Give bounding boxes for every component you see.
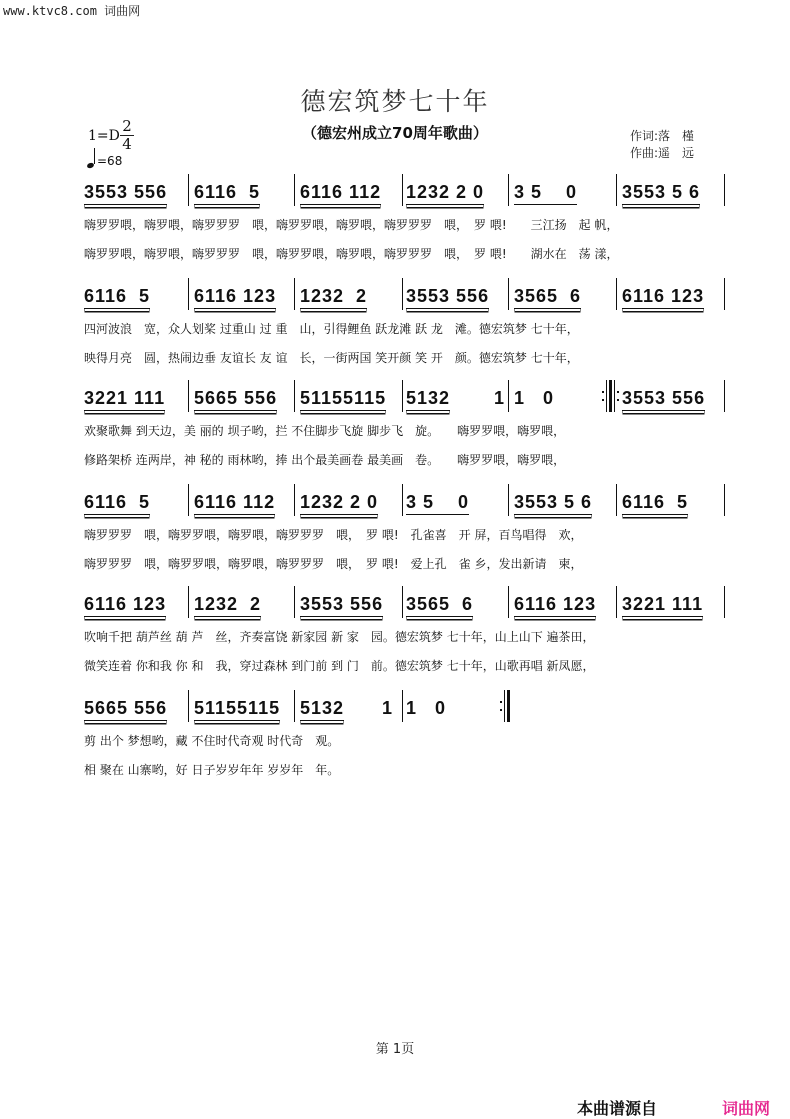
source-brand: 词曲网 <box>722 1099 771 1118</box>
barline <box>508 586 509 618</box>
measure: 1 <box>382 698 394 718</box>
barline <box>508 278 509 310</box>
barline <box>508 174 509 206</box>
time-denominator: 4 <box>122 135 132 153</box>
barline <box>188 586 189 618</box>
barline <box>402 586 403 618</box>
score-line-3 <box>84 378 724 467</box>
barline <box>616 174 617 206</box>
lyrics-verse-2: 嗨罗罗喂，嗨罗喂，嗨罗罗罗 喂，嗨罗罗喂，嗨罗喂，嗨罗罗罗 喂， 罗 喂! 湖水在 荡 漾， <box>84 247 619 261</box>
barline <box>294 484 295 516</box>
measure: 6116 123 <box>84 594 166 617</box>
measure: 6116 112 <box>194 492 275 515</box>
composer: 作曲:遥 远 <box>630 146 695 160</box>
lyrics-verse-2: 相 聚在 山寨哟，好 日子岁岁年年 岁岁年 年。 <box>84 763 340 777</box>
barline <box>508 484 509 516</box>
measure: 3553 556 <box>84 182 167 205</box>
measure: 1 <box>494 388 506 408</box>
barline <box>508 380 509 412</box>
barline <box>402 278 403 310</box>
barline <box>616 484 617 516</box>
measure: 1 0 <box>406 698 447 718</box>
barline <box>188 174 189 206</box>
measure: 51155115 <box>300 388 386 411</box>
barline <box>188 278 189 310</box>
lyrics-verse-2: 嗨罗罗罗 喂，嗨罗罗喂，嗨罗喂，嗨罗罗罗 喂， 罗 喂! 爱上孔 雀 乡，发出新请 柬， <box>84 557 583 571</box>
lyrics-verse-1: 四河波浪 宽，众人划桨 过重山 过 重 山，引得鲤鱼 跃龙滩 跃 龙 滩。德宏筑梦 七十年， <box>84 322 579 336</box>
source-label: 本曲谱源自 <box>577 1099 658 1118</box>
barline <box>724 380 725 412</box>
lyrics-verse-2: 微笑连着 你和我 你 和 我，穿过森林 到门前 到 门 前。德宏筑梦 七十年，山歌再唱 新凤愿， <box>84 659 595 673</box>
measure: 6116 123 <box>622 286 704 309</box>
barline <box>402 174 403 206</box>
measure: 3 5 0 <box>514 182 577 205</box>
score-line-4 <box>84 482 724 571</box>
page-number: 第 1页 <box>375 1042 415 1057</box>
barline <box>294 690 295 722</box>
score-line-2 <box>84 276 724 365</box>
barline <box>724 278 725 310</box>
measure: 5132 <box>406 388 450 411</box>
measure: 51155115 <box>194 698 280 721</box>
measure: 1232 2 0 <box>300 492 378 515</box>
barline <box>402 484 403 516</box>
measure: 1232 2 <box>194 594 261 617</box>
barline <box>402 380 403 412</box>
lyrics-verse-2: 修路架桥 连两岸，神 秘的 雨林哟，捧 出个最美画卷 最美画 卷。 嗨罗罗喂，嗨罗喂， <box>84 453 566 467</box>
lyrics-verse-1: 嗨罗罗罗 喂，嗨罗罗喂，嗨罗喂，嗨罗罗罗 喂， 罗 喂! 孔雀喜 开 屏，百鸟唱得 欢， <box>84 528 583 542</box>
barline <box>294 174 295 206</box>
measure: 6116 5 <box>194 182 260 205</box>
measure: 1232 2 0 <box>406 182 484 205</box>
measure: 3553 5 6 <box>622 182 700 205</box>
measure: 3565 6 <box>514 286 581 309</box>
quarter-note-icon <box>87 148 97 168</box>
barline <box>188 484 189 516</box>
lyricist: 作词:落 槿 <box>630 129 695 143</box>
barline <box>294 278 295 310</box>
measure: 1232 2 <box>300 286 367 309</box>
measure: 5665 556 <box>84 698 167 721</box>
barline <box>188 690 189 722</box>
measure: 3553 556 <box>300 594 383 617</box>
score-line-6 <box>84 688 724 777</box>
measure: 3553 556 <box>622 388 705 411</box>
lyrics-verse-2: 映得月亮 圆，热闹边垂 友谊长 友 谊 长，一街两国 笑开颜 笑 开 颜。德宏筑梦 七十年， <box>84 351 579 365</box>
lyrics-verse-1: 嗨罗罗喂，嗨罗喂，嗨罗罗罗 喂，嗨罗罗喂，嗨罗喂，嗨罗罗罗 喂， 罗 喂! 三江扬 起 帆， <box>84 218 619 232</box>
measure: 6116 5 <box>84 286 150 309</box>
measure: 1 0 <box>514 388 555 408</box>
measure: 6116 5 <box>622 492 688 515</box>
barline <box>724 586 725 618</box>
measure: 6116 5 <box>84 492 150 515</box>
measure: 3221 111 <box>84 388 165 411</box>
barline <box>294 380 295 412</box>
barline <box>188 380 189 412</box>
measure: 6116 123 <box>514 594 596 617</box>
barline <box>616 586 617 618</box>
barline <box>616 278 617 310</box>
measure: 3565 6 <box>406 594 473 617</box>
barline <box>294 586 295 618</box>
measure: 3221 111 <box>622 594 703 617</box>
tempo-marking <box>87 148 122 168</box>
key-signature: 1=D <box>88 128 120 144</box>
barline <box>402 690 403 722</box>
barline <box>724 484 725 516</box>
score-line-5 <box>84 584 724 673</box>
credits <box>630 128 694 162</box>
barline <box>724 174 725 206</box>
measure: 6116 112 <box>300 182 381 205</box>
measure: 5132 <box>300 698 344 721</box>
lyrics-verse-1: 吹响千把 葫芦丝 葫 芦 丝，齐奏富饶 新家园 新 家 园。德宏筑梦 七十年，山上山下 遍茶田， <box>84 630 595 644</box>
score-line-1 <box>84 172 724 261</box>
measure: 5665 556 <box>194 388 277 411</box>
measure: 3553 556 <box>406 286 489 309</box>
tempo-value: =68 <box>97 154 123 168</box>
song-subtitle: （德宏州成立70周年歌曲） <box>302 124 488 142</box>
lyrics-verse-1: 剪 出个 梦想哟，藏 不住时代奇观 时代奇 观。 <box>84 734 340 748</box>
measure: 3 5 0 <box>406 492 469 515</box>
watermark: www.ktvc8.com 词曲网 <box>3 4 141 18</box>
time-numerator: 2 <box>120 118 134 136</box>
measure: 3553 5 6 <box>514 492 592 515</box>
lyrics-verse-1: 欢聚歌舞 到天边，美 丽的 坝子哟，拦 不住脚步飞旋 脚步飞 旋。 嗨罗罗喂，嗨罗喂， <box>84 424 566 438</box>
measure: 6116 123 <box>194 286 276 309</box>
song-title: 德宏筑梦七十年 <box>300 87 490 116</box>
